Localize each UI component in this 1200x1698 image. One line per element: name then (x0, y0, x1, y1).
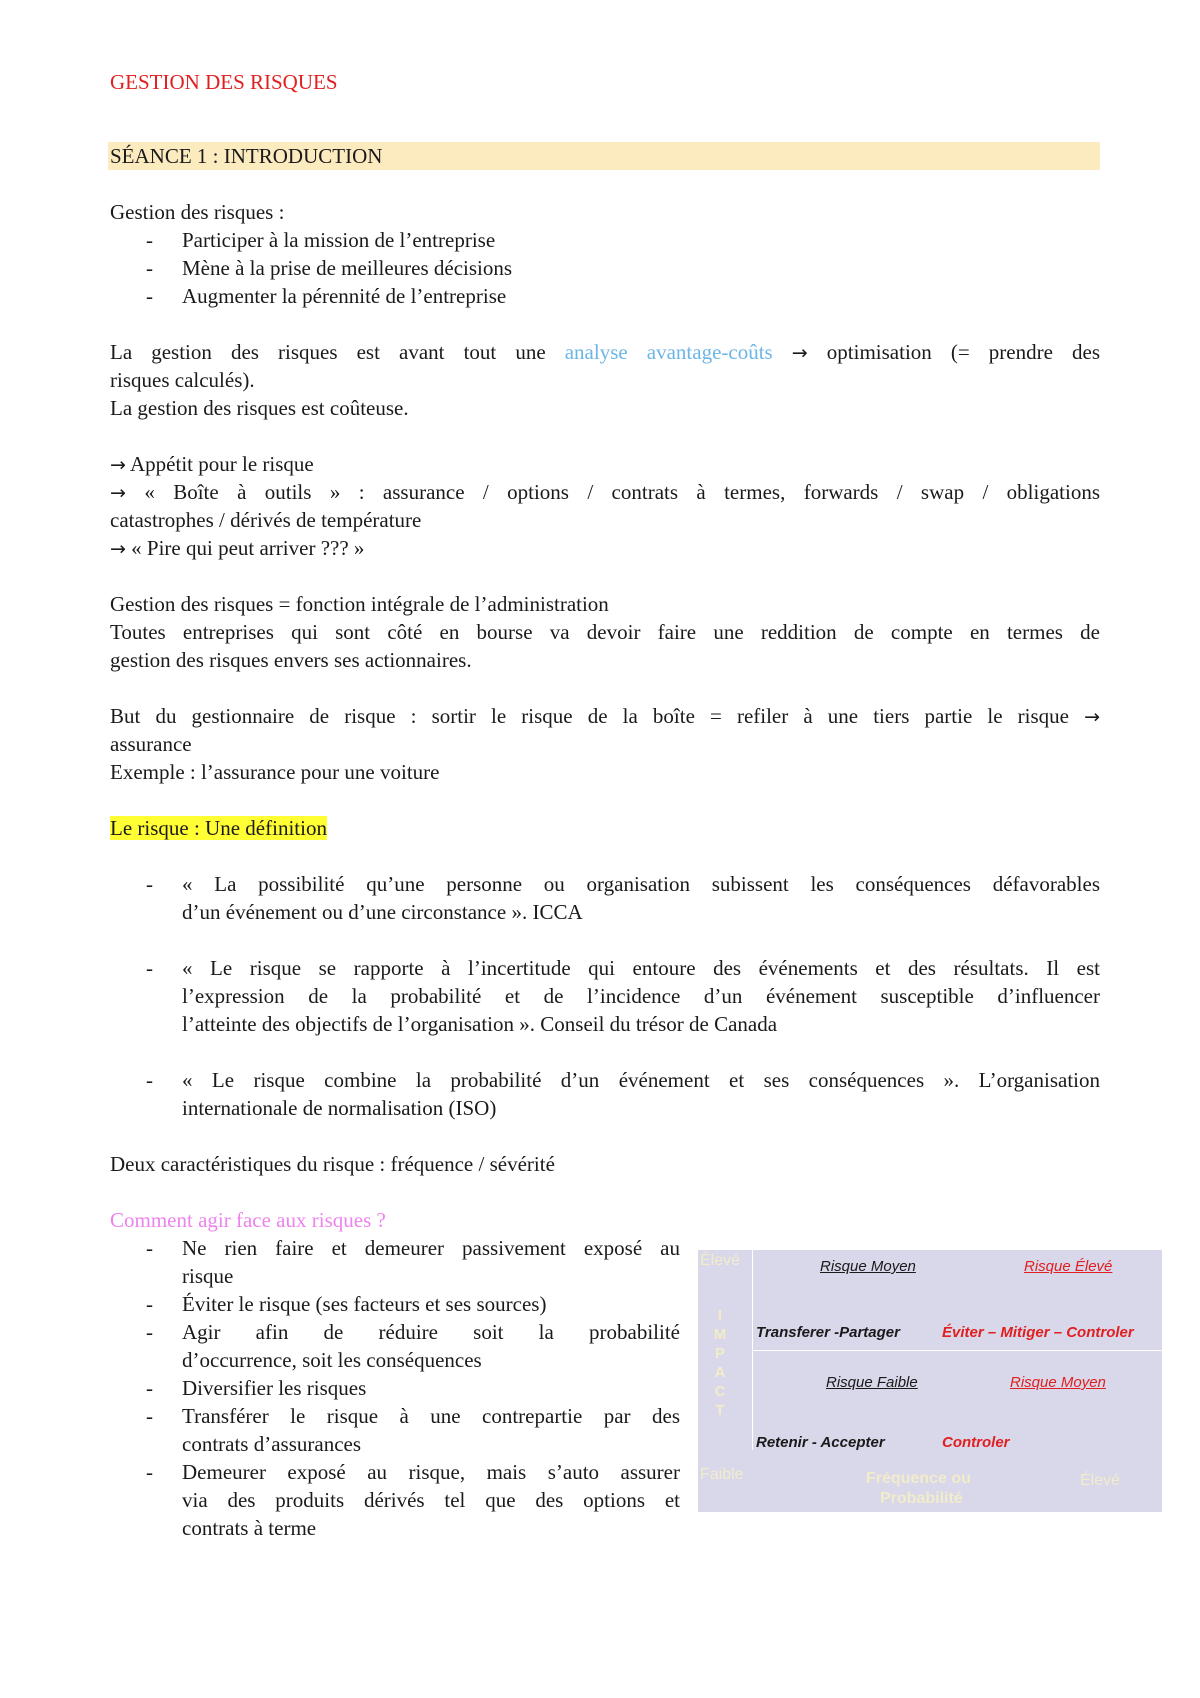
document-title: GESTION DES RISQUES (110, 70, 338, 94)
paragraph-line: Toutes entreprises qui sont côté en bourse va devoir faire une reddition de compte en termes de (110, 620, 1100, 644)
paragraph-line: But du gestionnaire de risque : sortir le risque de la boîte = refiler à une tiers partie le risque → (110, 704, 1100, 728)
bullet-dash: - (146, 1460, 153, 1484)
list-item: Ne rien faire et demeurer passivement exposé au (182, 1236, 680, 1260)
bullet-dash: - (146, 228, 153, 252)
quadrant-bottom-left-label: Risque Faible (826, 1374, 918, 1391)
list-item: Agir afin de réduire soit la probabilité (182, 1320, 680, 1344)
gestion-heading: Gestion des risques : (110, 200, 285, 224)
quadrant-bottom-right-action: Controler (942, 1434, 1010, 1451)
list-item: Mène à la prise de meilleures décisions (182, 256, 513, 280)
quadrant-top-left-action: Transferer -Partager (756, 1324, 900, 1341)
paragraph-line: Exemple : l’assurance pour une voiture (110, 760, 440, 784)
bullet-dash: - (146, 1068, 153, 1092)
quadrant-bottom-right-label: Risque Moyen (1010, 1374, 1106, 1391)
paragraph-line: → « Pire qui peut arriver ??? » (110, 536, 365, 560)
agir-heading: Comment agir face aux risques ? (110, 1208, 386, 1232)
bullet-dash: - (146, 1236, 153, 1260)
list-item: via des produits dérivés tel que des options et (182, 1488, 680, 1512)
definition-line: « Le risque se rapporte à l’incertitude qui entoure des événements et des résultats. Il est (182, 956, 1100, 980)
definition-line: « La possibilité qu’une personne ou organisation subissent les conséquences défavorables (182, 872, 1100, 896)
arrow-right-icon: → (110, 482, 126, 504)
bullet-dash: - (146, 284, 153, 308)
list-item: Diversifier les risques (182, 1376, 367, 1400)
y-axis-low-label: Faible (700, 1466, 744, 1483)
quadrant-top-left-label: Risque Moyen (820, 1258, 916, 1275)
definition-line: d’un événement ou d’une circonstance ». ICCA (182, 900, 583, 924)
bullet-dash: - (146, 872, 153, 896)
arrow-right-icon: → (1084, 706, 1100, 728)
bullet-dash: - (146, 1376, 153, 1400)
paragraph-line: La gestion des risques est avant tout une analyse avantage-coûts → optimisation (= prendre des (110, 340, 1100, 364)
arrow-right-icon: → (791, 342, 808, 364)
list-item: contrats à terme (182, 1516, 317, 1540)
list-item: d’occurrence, soit les conséquences (182, 1348, 482, 1372)
x-axis-label-line1: Fréquence ou (866, 1470, 971, 1487)
quadrant-bottom-left-action: Retenir - Accepter (756, 1434, 885, 1451)
definition-line: « Le risque combine la probabilité d’un événement et ses conséquences ». L’organisation (182, 1068, 1100, 1092)
list-item: Augmenter la pérennité de l’entreprise (182, 284, 507, 308)
list-item: Transférer le risque à une contrepartie par des (182, 1404, 680, 1428)
bullet-dash: - (146, 956, 153, 980)
y-axis-label: IMPACT (713, 1307, 727, 1419)
bullet-dash: - (146, 256, 153, 280)
quadrant-top-right-label: Risque Élevé (1024, 1258, 1113, 1275)
paragraph-line: La gestion des risques est coûteuse. (110, 396, 409, 420)
bullet-dash: - (146, 1320, 153, 1344)
list-item: contrats d’assurances (182, 1432, 362, 1456)
risk-matrix (698, 1250, 1162, 1512)
paragraph-line: → Appétit pour le risque (110, 452, 314, 476)
bullet-dash: - (146, 1292, 153, 1316)
quadrant-top-right-action: Éviter – Mitiger – Controler (942, 1324, 1134, 1341)
bullet-dash: - (146, 1404, 153, 1428)
paragraph-line: risques calculés). (110, 368, 255, 392)
list-item: risque (182, 1264, 234, 1288)
list-item: Éviter le risque (ses facteurs et ses sources) (182, 1292, 547, 1316)
x-axis-high-label: Élevé (1080, 1472, 1121, 1489)
y-axis-high-label: Élevé (700, 1252, 741, 1269)
x-axis-label-line2: Probabilité (880, 1490, 963, 1507)
arrow-right-icon: → (110, 454, 126, 476)
matrix-horizontal-divider (752, 1350, 1162, 1351)
paragraph-line: Gestion des risques = fonction intégrale de l’administration (110, 592, 609, 616)
definition-line: l’expression de la probabilité et de l’incidence d’un événement susceptible d’influencer (182, 984, 1100, 1008)
definition-line: internationale de normalisation (ISO) (182, 1096, 497, 1120)
seance-heading: SÉANCE 1 : INTRODUCTION (110, 144, 383, 168)
definition-line: l’atteinte des objectifs de l’organisation ». Conseil du trésor de Canada (182, 1012, 778, 1036)
arrow-right-icon: → (110, 538, 126, 560)
paragraph-line: catastrophes / dérivés de température (110, 508, 422, 532)
definition-heading: Le risque : Une définition (110, 816, 327, 840)
paragraph-line: assurance (110, 732, 192, 756)
paragraph-line: → « Boîte à outils » : assurance / options / contrats à termes, forwards / swap / obligations (110, 480, 1101, 504)
paragraph-line: gestion des risques envers ses actionnaires. (110, 648, 472, 672)
analyse-link-text: analyse avantage-coûts (564, 340, 773, 364)
list-item: Demeurer exposé au risque, mais s’auto assurer (182, 1460, 680, 1484)
list-item: Participer à la mission de l’entreprise (182, 228, 496, 252)
paragraph-line: Deux caractéristiques du risque : fréquence / sévérité (110, 1152, 555, 1176)
